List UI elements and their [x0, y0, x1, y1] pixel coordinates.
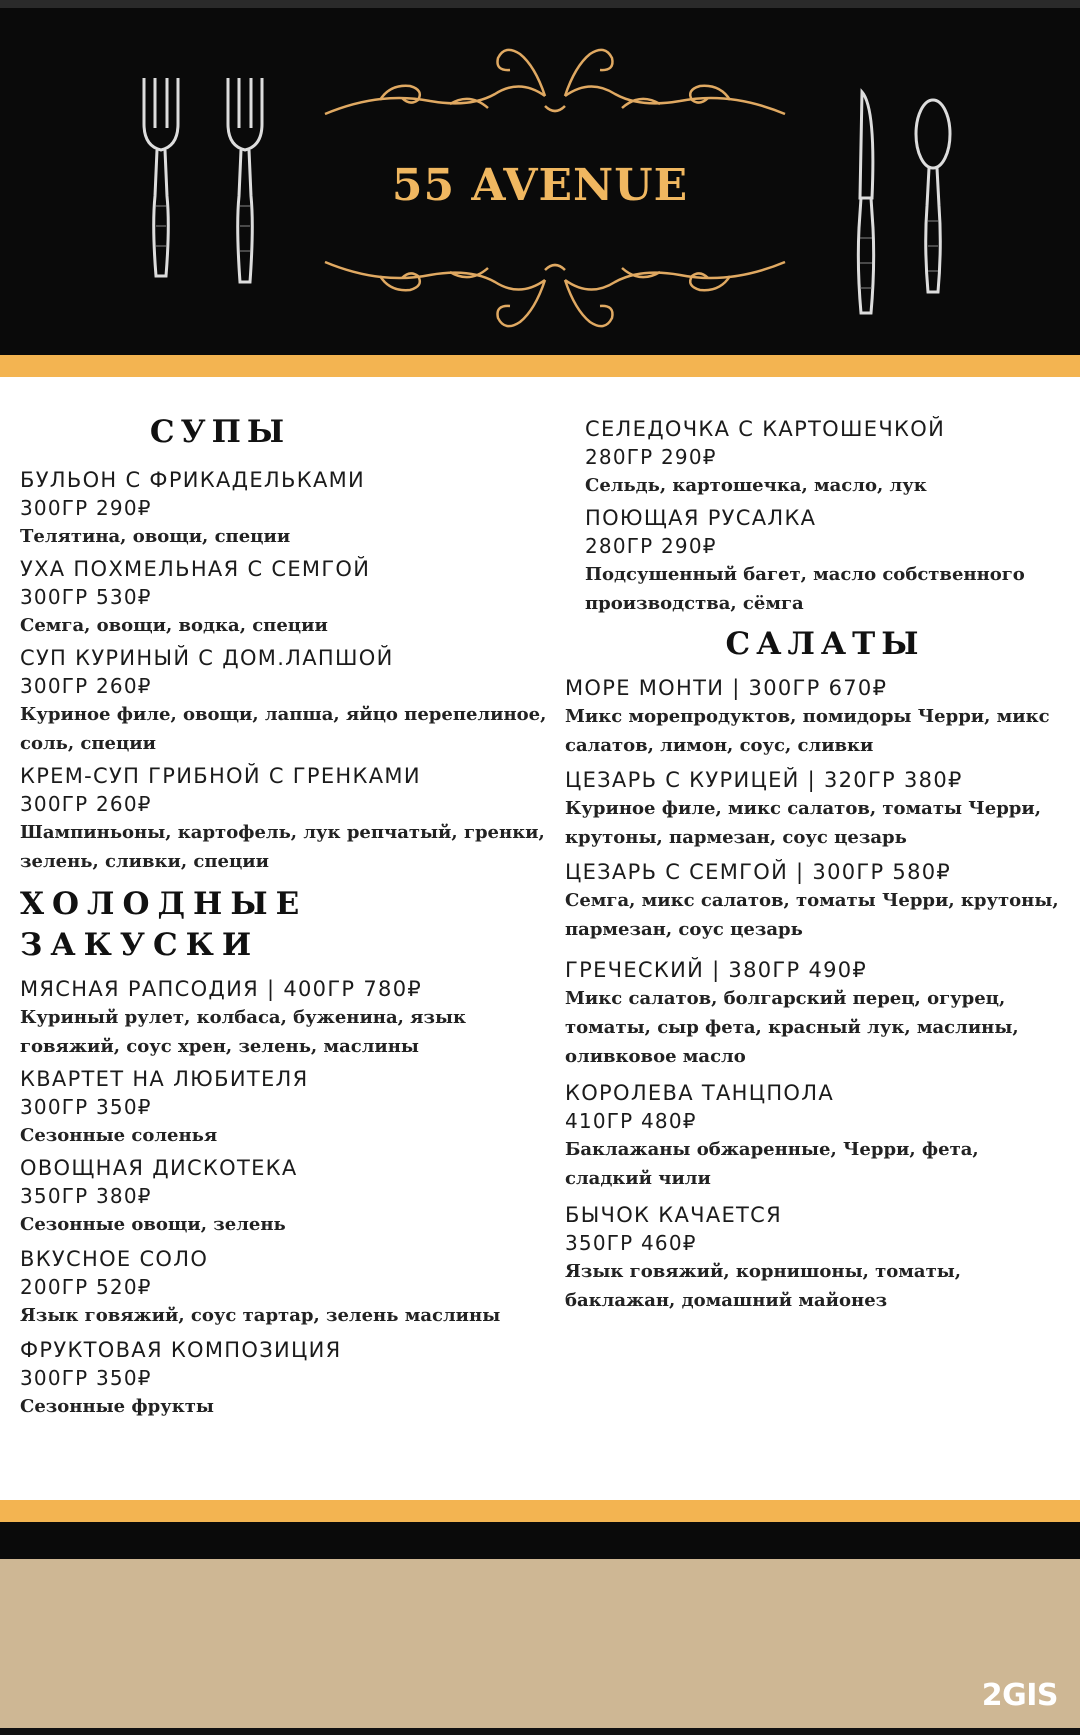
menu-item-price: 300ГР 350₽ — [20, 1365, 152, 1390]
menu-item — [20, 1065, 560, 1150]
menu-item-description: Куриное филе, микс салатов, томаты Черри, крутоны, пармезан, соус цезарь — [565, 798, 1041, 849]
menu-item-description: Сезонные соленья — [20, 1124, 218, 1146]
menu-item-name: ПОЮЩАЯ РУСАЛКА — [585, 506, 817, 530]
menu-column-right — [565, 415, 1065, 1319]
spoon-icon — [910, 96, 956, 296]
menu-item-name: КВАРТЕТ НА ЛЮБИТЕЛЯ — [20, 1066, 309, 1091]
menu-item-price: 200ГР 520₽ — [20, 1274, 152, 1299]
menu-item-name: ГРЕЧЕСКИЙ | 380ГР 490₽ — [565, 958, 868, 983]
menu-item — [565, 1201, 1065, 1315]
menu-item — [20, 975, 560, 1061]
menu-item-name: СУП КУРИНЫЙ С ДОМ.ЛАПШОЙ — [20, 646, 394, 671]
bottom-edge — [0, 1728, 1080, 1735]
section-title: СУПЫ — [149, 414, 291, 450]
top-edge — [0, 0, 1080, 8]
menu-item — [20, 1245, 560, 1330]
menu-item-price: 350ГР 460₽ — [565, 1231, 697, 1256]
accent-band-bottom — [0, 1500, 1080, 1522]
menu-column-left — [20, 400, 560, 1425]
menu-item-name: БЫЧОК КАЧАЕТСЯ — [565, 1203, 783, 1228]
menu-item-description: Микс морепродуктов, помидоры Черри, микс салатов, лимон, соус, сливки — [565, 706, 1050, 757]
menu-item-description: Телятина, овощи, специи — [20, 526, 291, 548]
menu-item-description: Язык говяжий, корнишоны, томаты, баклажан, домашний майонез — [565, 1261, 962, 1312]
menu-item-name: МОРЕ МОНТИ | 300ГР 670₽ — [565, 676, 888, 701]
menu-item-description: Язык говяжий, соус тартар, зелень маслины — [20, 1304, 501, 1326]
menu-item-description: Семга, микс салатов, томаты Черри, крутоны, пармезан, соус цезарь — [565, 890, 1059, 941]
menu-item-description: Подсушенный багет, масло собственного производства, сёмга — [585, 564, 1025, 614]
black-strip — [0, 1522, 1080, 1559]
restaurant-title: 55 AVENUE — [391, 160, 689, 211]
menu-item — [585, 504, 1065, 618]
menu-item-name: ФРУКТОВАЯ КОМПОЗИЦИЯ — [20, 1337, 342, 1362]
fork-icon — [138, 76, 184, 282]
watermark-2gis: 2GIS — [981, 1678, 1058, 1713]
menu-item — [565, 858, 1065, 944]
menu-item — [20, 644, 560, 758]
menu-item-name: ЦЕЗАРЬ С СЕМГОЙ | 300ГР 580₽ — [565, 860, 952, 885]
menu-item — [20, 1336, 560, 1421]
menu-item-description: Микс салатов, болгарский перец, огурец, томаты, сыр фета, красный лук, маслины, оливковое масло — [565, 988, 1019, 1068]
menu-item — [565, 1079, 1065, 1193]
section-title: САЛАТЫ — [725, 626, 925, 662]
fork-icon — [222, 76, 268, 288]
menu-item-name: МЯСНАЯ РАПСОДИЯ | 400ГР 780₽ — [20, 976, 423, 1001]
menu-item-price: 280ГР 290₽ — [585, 534, 717, 558]
menu-item — [20, 762, 560, 876]
menu-item — [20, 1154, 560, 1239]
menu-item — [585, 415, 1065, 500]
menu-item-description: Сезонные овощи, зелень — [20, 1213, 286, 1235]
ornament-top-icon — [320, 36, 790, 126]
menu-header — [0, 0, 1080, 355]
menu-item-description: Баклажаны обжаренные, Черри, фета, сладкий чили — [565, 1139, 979, 1190]
knife-icon — [850, 88, 882, 318]
menu-item-description: Сезонные фрукты — [20, 1395, 214, 1417]
menu-item-name: ВКУСНОЕ СОЛО — [20, 1246, 209, 1271]
menu-item-price: 300ГР 530₽ — [20, 585, 152, 610]
menu-item — [565, 956, 1065, 1071]
menu-item-name: КРЕМ-СУП ГРИБНОЙ С ГРЕНКАМИ — [20, 764, 421, 789]
accent-band-top — [0, 355, 1080, 377]
ornament-bottom-icon — [320, 250, 790, 340]
menu-item-name: ОВОЩНАЯ ДИСКОТЕКА — [20, 1155, 298, 1180]
menu-item-price: 350ГР 380₽ — [20, 1183, 152, 1208]
menu-item-name: УХА ПОХМЕЛЬНАЯ С СЕМГОЙ — [20, 557, 371, 582]
section-title: ХОЛОДНЫЕ ЗАКУСКИ — [20, 886, 308, 963]
menu-item — [20, 466, 560, 551]
footer-area — [0, 1559, 1080, 1735]
menu-item-name: СЕЛЕДОЧКА С КАРТОШЕЧКОЙ — [585, 417, 946, 441]
menu-item-description: Шампиньоны, картофель, лук репчатый, гренки, зелень, сливки, специи — [20, 822, 545, 873]
menu-item-name: ЦЕЗАРЬ С КУРИЦЕЙ | 320ГР 380₽ — [565, 768, 963, 793]
menu-item-description: Куриный рулет, колбаса, буженина, язык говяжий, соус хрен, зелень, маслины — [20, 1006, 467, 1057]
menu-item-name: БУЛЬОН С ФРИКАДЕЛЬКАМИ — [20, 468, 366, 493]
menu-item-price: 300ГР 290₽ — [20, 496, 152, 521]
menu-item — [20, 555, 560, 640]
menu-item-name: КОРОЛЕВА ТАНЦПОЛА — [565, 1081, 835, 1106]
menu-item-price: 410ГР 480₽ — [565, 1109, 697, 1134]
menu-item-price: 300ГР 260₽ — [20, 674, 152, 699]
menu-item-description: Сельдь, картошечка, масло, лук — [585, 475, 927, 496]
menu-item — [565, 766, 1065, 852]
menu-item-price: 300ГР 260₽ — [20, 792, 152, 817]
menu-item-price: 280ГР 290₽ — [585, 445, 717, 469]
menu-item — [565, 674, 1065, 760]
menu-item-price: 300ГР 350₽ — [20, 1094, 152, 1119]
menu-item-description: Куриное филе, овощи, лапша, яйцо перепелиное, соль, специи — [20, 704, 547, 755]
menu-item-description: Семга, овощи, водка, специи — [20, 615, 328, 637]
